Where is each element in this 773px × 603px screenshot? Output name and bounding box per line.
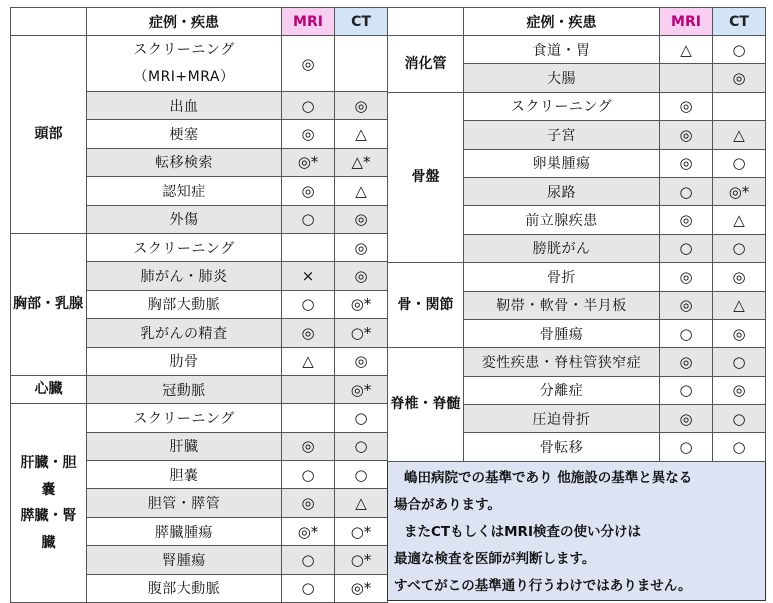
note-line: 最適な検査を医師が判断します。 bbox=[394, 550, 596, 567]
right-header-mri: MRI bbox=[660, 8, 713, 36]
left-group-label: 胸部・乳腺 bbox=[11, 233, 87, 375]
ct-rating bbox=[713, 92, 766, 120]
condition-name: 膵臓腫瘍 bbox=[87, 517, 282, 545]
mri-rating: ◎ bbox=[660, 348, 713, 376]
condition-name: 認知症 bbox=[87, 177, 282, 205]
condition-name: 肺がん・肺炎 bbox=[87, 262, 282, 290]
mri-rating: ◎ bbox=[660, 149, 713, 177]
ct-rating: ◎* bbox=[335, 574, 388, 602]
condition-name: スクリーニング bbox=[87, 233, 282, 261]
condition-name: 靭帯・軟骨・半月板 bbox=[464, 291, 660, 319]
mri-rating: ◎ bbox=[660, 121, 713, 149]
table-row bbox=[388, 348, 766, 376]
condition-name: 胆管・膵管 bbox=[87, 489, 282, 517]
ct-rating: ◎ bbox=[335, 92, 388, 120]
note-line: 場合があります。 bbox=[394, 496, 501, 513]
right-header-ct: CT bbox=[713, 8, 766, 36]
ct-rating: ◎ bbox=[713, 64, 766, 92]
ct-rating: ◎ bbox=[713, 263, 766, 291]
ct-rating: ○* bbox=[335, 319, 388, 347]
left-header-name: 症例・疾患 bbox=[87, 8, 282, 36]
ct-rating: ○ bbox=[335, 404, 388, 432]
ct-rating: ◎ bbox=[335, 205, 388, 233]
group-label-line: 膵臓・腎 bbox=[20, 508, 77, 525]
condition-name: 骨転移 bbox=[464, 433, 660, 461]
mri-rating: ◎ bbox=[660, 206, 713, 234]
mri-rating: ○ bbox=[282, 546, 335, 574]
mri-rating: ○ bbox=[660, 376, 713, 404]
condition-name: 骨折 bbox=[464, 263, 660, 291]
note-line: すべてがこの基準通り行うわけではありません。 bbox=[394, 577, 692, 594]
group-label-line: 嚢 bbox=[41, 481, 56, 498]
mri-rating: ○ bbox=[660, 234, 713, 262]
left-group-label: 心臓 bbox=[11, 375, 87, 403]
mri-rating: ◎ bbox=[282, 177, 335, 205]
ct-rating: ◎* bbox=[713, 177, 766, 205]
condition-name: 出血 bbox=[87, 92, 282, 120]
left-group-label bbox=[11, 404, 87, 603]
ct-rating: ◎* bbox=[335, 375, 388, 403]
condition-name: 肋骨 bbox=[87, 347, 282, 375]
condition-name: 梗塞 bbox=[87, 120, 282, 148]
mri-rating: ○ bbox=[282, 205, 335, 233]
condition-name: 乳がんの精査 bbox=[87, 319, 282, 347]
ct-rating: ○ bbox=[713, 234, 766, 262]
mri-rating: ○ bbox=[660, 433, 713, 461]
condition-name: 子宮 bbox=[464, 121, 660, 149]
condition-name: 前立腺疾患 bbox=[464, 206, 660, 234]
mri-rating: × bbox=[282, 262, 335, 290]
mri-rating: ◎ bbox=[282, 432, 335, 460]
mri-rating bbox=[282, 404, 335, 432]
mri-rating bbox=[282, 233, 335, 261]
table-row bbox=[11, 36, 388, 92]
condition-name: 胸部大動脈 bbox=[87, 290, 282, 318]
mri-rating: ◎ bbox=[282, 36, 335, 92]
condition-name bbox=[87, 36, 282, 92]
ct-rating: ◎ bbox=[335, 233, 388, 261]
left-header-ct: CT bbox=[335, 8, 388, 36]
condition-name-line: （MRI+MRA） bbox=[133, 68, 235, 85]
ct-rating: ◎ bbox=[335, 262, 388, 290]
mri-rating: ○ bbox=[282, 574, 335, 602]
mri-rating: ◎ bbox=[282, 319, 335, 347]
ct-rating: ○ bbox=[713, 36, 766, 64]
condition-name: 外傷 bbox=[87, 205, 282, 233]
left-header-row bbox=[11, 8, 388, 36]
mri-rating: ◎ bbox=[660, 405, 713, 433]
mri-rating: ◎ bbox=[660, 263, 713, 291]
ct-rating: ○ bbox=[713, 149, 766, 177]
table-row bbox=[388, 92, 766, 120]
right-group-label: 骨盤 bbox=[388, 92, 464, 262]
note-row bbox=[388, 461, 766, 600]
mri-rating: ◎ bbox=[660, 92, 713, 120]
mri-rating bbox=[660, 64, 713, 92]
mri-rating: ○ bbox=[282, 92, 335, 120]
ct-rating bbox=[335, 36, 388, 92]
right-header-blank bbox=[388, 8, 464, 36]
right-group-label: 骨・関節 bbox=[388, 263, 464, 348]
ct-rating: ◎ bbox=[713, 376, 766, 404]
condition-name: 骨腫瘍 bbox=[464, 319, 660, 347]
table-row bbox=[388, 263, 766, 291]
table-row bbox=[388, 36, 766, 64]
ct-rating: ○ bbox=[335, 432, 388, 460]
mri-rating: ○ bbox=[282, 461, 335, 489]
condition-name: 圧迫骨折 bbox=[464, 405, 660, 433]
ct-rating: △ bbox=[713, 121, 766, 149]
condition-name: 卵巣腫瘍 bbox=[464, 149, 660, 177]
note-line: 嶋田病院での基準であり 他施設の基準と異なる bbox=[404, 469, 693, 486]
group-label-line: 肝臓・胆 bbox=[20, 454, 77, 471]
ct-rating: △ bbox=[713, 291, 766, 319]
ct-rating: △* bbox=[335, 148, 388, 176]
mri-rating: ○ bbox=[660, 177, 713, 205]
mri-rating: ◎ bbox=[282, 489, 335, 517]
ct-rating: ○ bbox=[713, 348, 766, 376]
ct-rating: △ bbox=[335, 177, 388, 205]
condition-name: スクリーニング bbox=[464, 92, 660, 120]
condition-name: 変性疾患・脊柱管狭窄症 bbox=[464, 348, 660, 376]
mri-rating bbox=[282, 375, 335, 403]
disclaimer-note bbox=[388, 461, 766, 600]
right-table bbox=[387, 7, 766, 601]
left-header-blank bbox=[11, 8, 87, 36]
ct-rating: △ bbox=[335, 120, 388, 148]
table-row bbox=[11, 375, 388, 403]
condition-name: 食道・胃 bbox=[464, 36, 660, 64]
left-group-label: 頭部 bbox=[11, 36, 87, 234]
mri-rating: ◎ bbox=[282, 120, 335, 148]
condition-name: 分離症 bbox=[464, 376, 660, 404]
mri-rating: ◎* bbox=[282, 517, 335, 545]
left-header-mri: MRI bbox=[282, 8, 335, 36]
ct-rating: △ bbox=[335, 489, 388, 517]
left-table bbox=[10, 7, 388, 603]
mri-rating: ◎ bbox=[660, 291, 713, 319]
mri-rating: ◎* bbox=[282, 148, 335, 176]
mri-rating: ○ bbox=[282, 290, 335, 318]
right-header-row bbox=[388, 8, 766, 36]
condition-name: 肝臓 bbox=[87, 432, 282, 460]
table-row bbox=[11, 404, 388, 432]
condition-name: 膀胱がん bbox=[464, 234, 660, 262]
ct-rating: ○* bbox=[335, 517, 388, 545]
condition-name: 腹部大動脈 bbox=[87, 574, 282, 602]
condition-name: スクリーニング bbox=[87, 404, 282, 432]
condition-name: 腎腫瘍 bbox=[87, 546, 282, 574]
ct-rating: ○ bbox=[335, 461, 388, 489]
table-row bbox=[11, 233, 388, 261]
ct-rating: ◎ bbox=[713, 319, 766, 347]
condition-name: 転移検索 bbox=[87, 148, 282, 176]
right-header-name: 症例・疾患 bbox=[464, 8, 660, 36]
ct-rating: ○* bbox=[335, 546, 388, 574]
mri-rating: ○ bbox=[660, 319, 713, 347]
note-line: またCTもしくはMRI検査の使い分けは bbox=[404, 523, 641, 540]
ct-rating: △ bbox=[713, 206, 766, 234]
right-group-label: 消化管 bbox=[388, 36, 464, 93]
ct-rating: ◎ bbox=[335, 347, 388, 375]
modality-guide-sheet bbox=[10, 7, 765, 598]
condition-name: 冠動脈 bbox=[87, 375, 282, 403]
mri-rating: △ bbox=[282, 347, 335, 375]
condition-name: 大腸 bbox=[464, 64, 660, 92]
mri-rating: △ bbox=[660, 36, 713, 64]
ct-rating: ○ bbox=[713, 405, 766, 433]
group-label-line: 臓 bbox=[41, 534, 56, 551]
right-group-label: 脊椎・脊髄 bbox=[388, 348, 464, 462]
condition-name-line: スクリーニング bbox=[133, 41, 235, 58]
ct-rating: ○ bbox=[713, 433, 766, 461]
condition-name: 胆嚢 bbox=[87, 461, 282, 489]
condition-name: 尿路 bbox=[464, 177, 660, 205]
ct-rating: ◎* bbox=[335, 290, 388, 318]
